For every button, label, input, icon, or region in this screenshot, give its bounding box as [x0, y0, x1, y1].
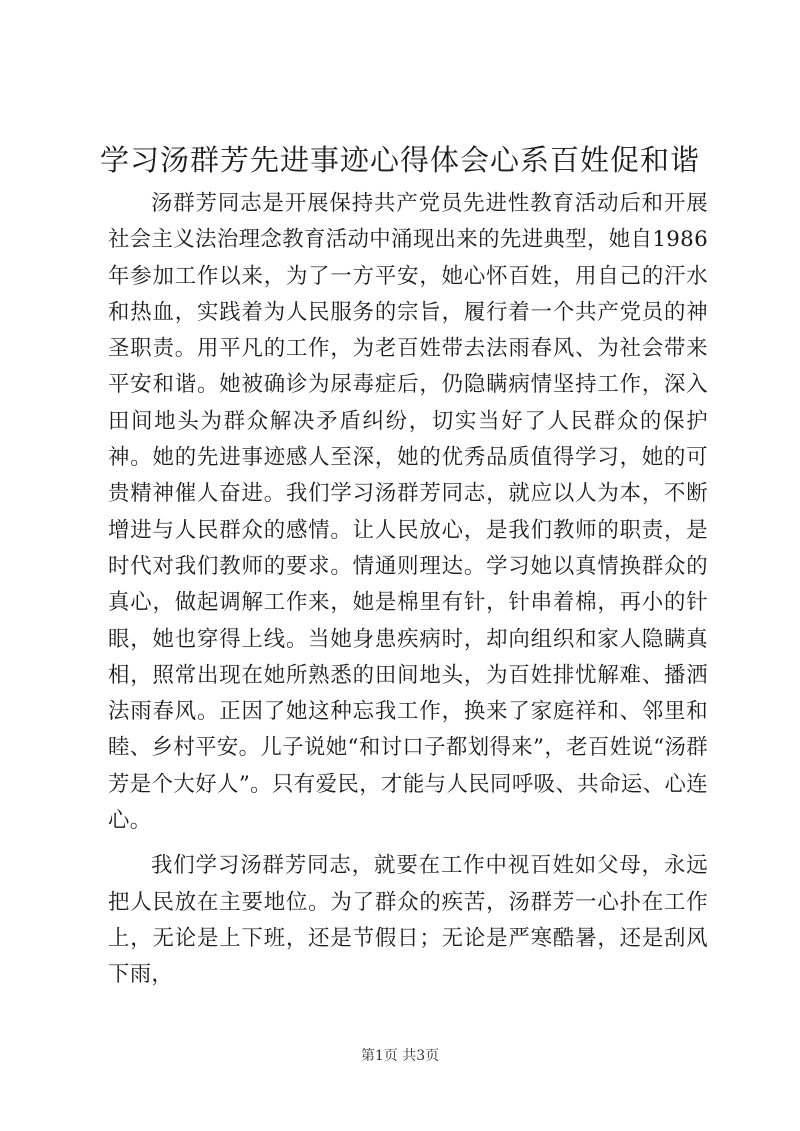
- document-body: [108, 186, 708, 994]
- page-footer: 第1页 共3页: [360, 1048, 440, 1064]
- paragraph-2: 我们学习汤群芳同志，就要在工作中视百姓如父母，永远把人民放在主要地位。为了群众的疾苦，汤群芳一心扑在工作上，无论是上下班，还是节假日；无论是严寒酷暑，还是刮风下雨，: [108, 853, 708, 988]
- document-title: 学习汤群芳先进事迹心得体会心系百姓促和谐: [99, 143, 700, 177]
- paragraph-1: 汤群芳同志是开展保持共产党员先进性教育活动后和开展社会主义法治理念教育活动中涌现出来的先进典型，她自1986年参加工作以来，为了一方平安，她心怀百姓，用自己的汗水和热血，实践着为人民服务的宗旨，履行着一个共产党员的神圣职责。用平凡的工作，为老百姓带去法雨春风、为社会带来平安和谐。她被确诊为尿毒症后，仍隐瞒病情坚持工作，深入田间地头为群众解决矛盾纠纷，切实当好了人民群众的保护神。她的先进事迹感人至深，她的优秀品质值得学习，她的可贵精神催人奋进。我们学习汤群芳同志，就应以人为本，不断增进与人民群众的感情。让人民放心，是我们教师的职责，是时代对我们教师的要求。情通则理达。学习她以真情换群众的真心，做起调解工作来，她是棉里有针，针串着棉，再小的针眼，她也穿得上线。当她身患疾病时，却向组织和家人隐瞒真相，照常出现在她所熟悉的田间地头，为百姓排忧解难、播洒法雨春风。正因了她这种忘我工作，换来了家庭祥和、邻里和睦、乡村平安。儿子说她“和讨口子都划得来”，老百姓说“汤群芳是个大好人”。只有爱民，才能与人民同呼吸、共命运、心连心。: [108, 191, 708, 834]
